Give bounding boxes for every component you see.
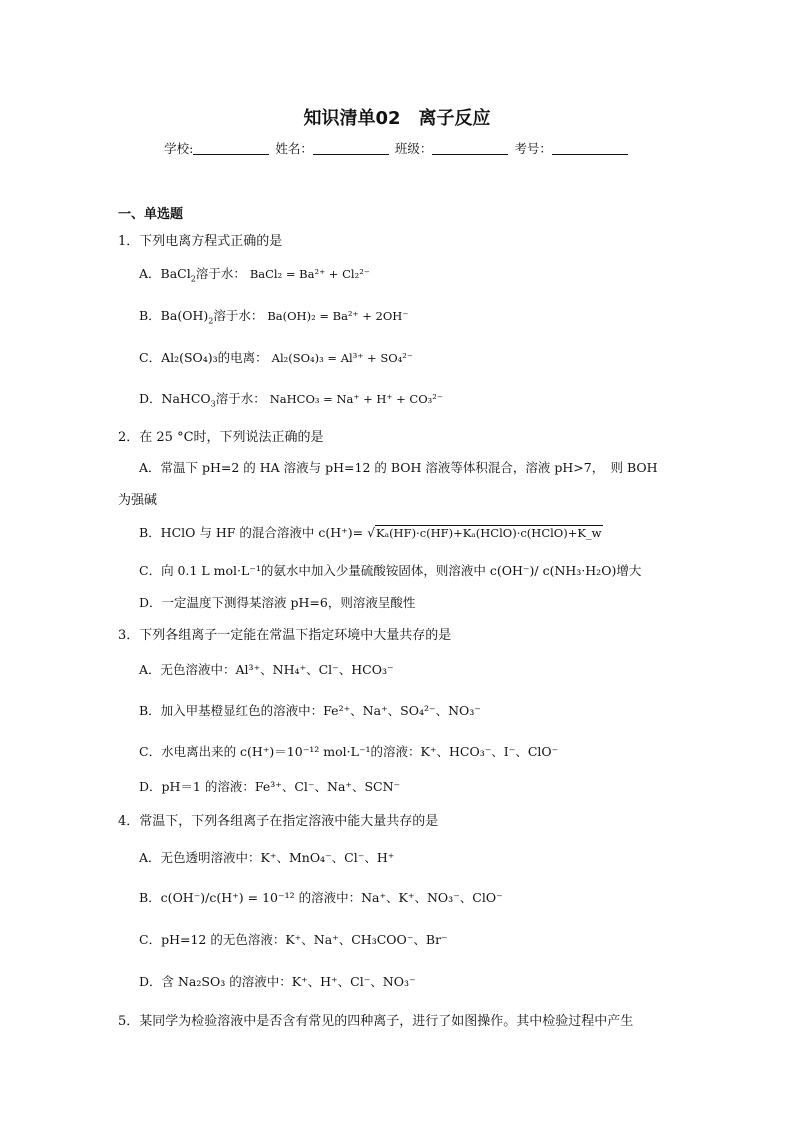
class-label: 班级： bbox=[394, 141, 433, 156]
page-title: 知识清单02 离子反应 bbox=[303, 108, 491, 129]
q2-option-b[interactable]: B．HClO 与 HF 的混合溶液中 c(H⁺)= √Kₐ(HF)·c(HF)+Kₐ(HClO)·c(HClO)+K_w bbox=[139, 525, 602, 540]
q1-option-d[interactable]: D．NaHCO$_3$溶于水： NaHCO₃ = Na⁺ + H⁺ + CO₃²⁻ bbox=[139, 391, 443, 409]
q3-option-a[interactable]: A．无色溶液中：Al³⁺、NH₄⁺、Cl⁻、HCO₃⁻ bbox=[139, 662, 394, 677]
q3-option-c[interactable]: C．水电离出来的 c(H⁺)＝10⁻¹² mol·L⁻¹的溶液：K⁺、HCO₃⁻、I⁻、ClO⁻ bbox=[139, 744, 559, 759]
q3-option-d[interactable]: D．pH＝1 的溶液：Fe³⁺、Cl⁻、Na⁺、SCN⁻ bbox=[139, 779, 401, 794]
sqrt-icon: √ bbox=[367, 525, 376, 540]
question-2-stem: 2．在 25 °C时，下列说法正确的是 bbox=[118, 430, 324, 445]
q4-option-b[interactable]: B．c(OH⁻)/c(H⁺) = 10⁻¹² 的溶液中：Na⁺、K⁺、NO₃⁻、ClO⁻ bbox=[139, 890, 503, 905]
q3-option-b[interactable]: B．加入甲基橙显红色的溶液中：Fe²⁺、Na⁺、SO₄²⁻、NO₃⁻ bbox=[139, 703, 481, 718]
exam-no-label: 考号： bbox=[514, 141, 552, 156]
school-label: 学校: bbox=[164, 141, 194, 156]
section-heading: 一、单选题 bbox=[118, 207, 184, 222]
q2-option-c[interactable]: C．向 0.1 L mol·L⁻¹的氨水中加入少量硫酸铵固体，则溶液中 c(OH⁻)/ c(NH₃·H₂O)增大 bbox=[139, 563, 642, 578]
q4-option-d[interactable]: D．含 Na₂SO₃ 的溶液中：K⁺、H⁺、Cl⁻、NO₃⁻ bbox=[139, 974, 416, 989]
q1-option-a[interactable]: A．BaCl$_2$溶于水： BaCl₂ = Ba²⁺ + Cl₂²⁻ bbox=[139, 266, 370, 284]
q2-option-a-continued: 为强碱 bbox=[118, 493, 158, 508]
class-blank[interactable] bbox=[432, 142, 508, 155]
name-label: 姓名： bbox=[275, 141, 313, 156]
question-5-stem: 5．某同学为检验溶液中是否含有常见的四种离子，进行了如图操作。其中检验过程中产生 bbox=[118, 1014, 634, 1029]
exam-no-blank[interactable] bbox=[552, 142, 628, 155]
question-3-stem: 3．下列各组离子一定能在常温下指定环境中大量共存的是 bbox=[118, 628, 452, 643]
school-blank[interactable] bbox=[193, 142, 269, 155]
q4-option-a[interactable]: A．无色透明溶液中：K⁺、MnO₄⁻、Cl⁻、H⁺ bbox=[139, 850, 395, 865]
student-info-line bbox=[0, 139, 794, 157]
q1-option-b[interactable]: B．$Ba(OH)_2$溶于水： Ba(OH)₂ = Ba²⁺ + 2OH⁻ bbox=[139, 308, 409, 326]
q2-option-d[interactable]: D．一定温度下测得某溶液 pH=6，则溶液呈酸性 bbox=[139, 595, 416, 610]
sqrt-expression: √Kₐ(HF)·c(HF)+Kₐ(HClO)·c(HClO)+K_w bbox=[367, 525, 602, 540]
question-1-stem: 1．下列电离方程式正确的是 bbox=[118, 234, 283, 249]
q4-option-c[interactable]: C．pH=12 的无色溶液：K⁺、Na⁺、CH₃COO⁻、Br⁻ bbox=[139, 932, 448, 947]
q1-option-c[interactable]: C．Al₂(SO₄)₃的电离： Al₂(SO₄)₃ = Al³⁺ + SO₄²⁻ bbox=[139, 350, 413, 365]
q2-option-a[interactable]: A．常温下 pH=2 的 HA 溶液与 pH=12 的 BOH 溶液等体积混合，溶液 pH>7， 则 BOH bbox=[139, 460, 658, 475]
question-4-stem: 4．常温下，下列各组离子在指定溶液中能大量共存的是 bbox=[118, 814, 439, 829]
name-blank[interactable] bbox=[313, 142, 389, 155]
